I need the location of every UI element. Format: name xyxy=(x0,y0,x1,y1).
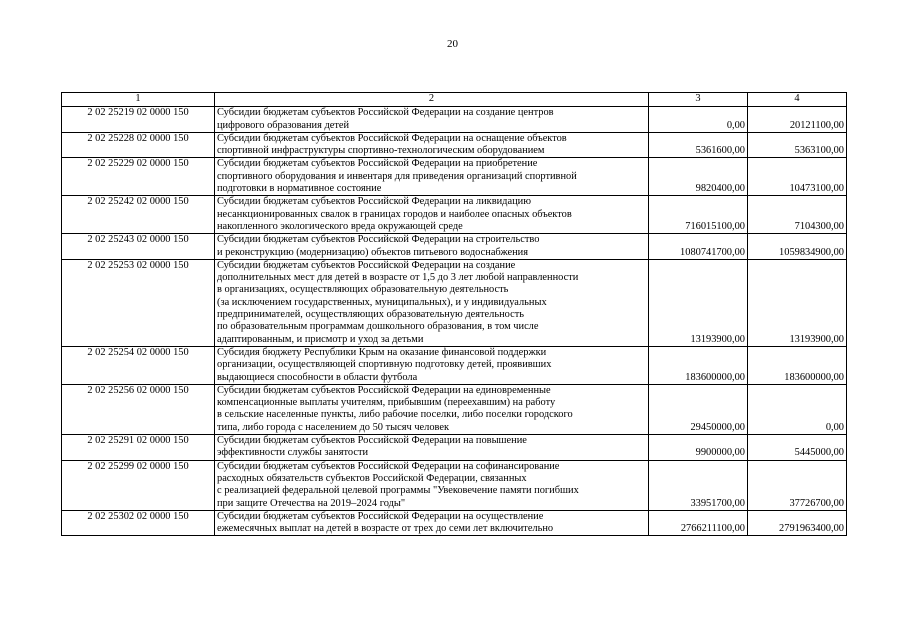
table-row xyxy=(62,435,847,461)
amount-col3-cell: 33951700,00 xyxy=(649,460,748,510)
revenue-name-line: подготовки в нормативное состояние xyxy=(217,183,382,195)
amount-col4-cell: 10473100,00 xyxy=(748,158,847,196)
revenue-code-cell: 2 02 25253 02 0000 150 xyxy=(62,259,215,346)
table-row xyxy=(62,384,847,434)
revenue-name-line: несанкционированных свалок в границах городов и наиболее опасных объектов xyxy=(217,208,572,220)
revenue-name-line: Субсидия бюджету Республики Крым на оказание финансовой поддержки xyxy=(217,346,547,358)
amount-col3-cell: 1080741700,00 xyxy=(649,234,748,260)
revenue-name-cell xyxy=(215,196,649,234)
revenue-name-cell xyxy=(215,435,649,461)
revenue-name-cell xyxy=(215,234,649,260)
table-row xyxy=(62,196,847,234)
revenue-name-line: Субсидии бюджетам субъектов Российской Федерации на осуществление xyxy=(217,510,544,522)
revenue-name-line: при защите Отечества на 2019–2024 годы" xyxy=(217,497,406,509)
revenue-name-line: организации, осуществляющей спортивную подготовку детей, проявивших xyxy=(217,359,552,371)
budget-revenue-table xyxy=(61,92,847,536)
table-row xyxy=(62,234,847,260)
revenue-name-line: расходных обязательств субъектов Российской Федерации, связанных xyxy=(217,472,527,484)
amount-col4-cell: 5363100,00 xyxy=(748,132,847,158)
amount-col4-cell: 183600000,00 xyxy=(748,346,847,384)
revenue-name-cell xyxy=(215,384,649,434)
revenue-name-line: по образовательным программам дошкольного образования, в том числе xyxy=(217,321,539,333)
amount-col4-cell: 1059834900,00 xyxy=(748,234,847,260)
revenue-name-line: Субсидии бюджетам субъектов Российской Федерации на создание центров xyxy=(217,107,554,119)
table-body xyxy=(62,93,847,536)
amount-col4-cell: 2791963400,00 xyxy=(748,510,847,536)
revenue-code-cell: 2 02 25243 02 0000 150 xyxy=(62,234,215,260)
revenue-code-cell: 2 02 25219 02 0000 150 xyxy=(62,107,215,133)
amount-col4-cell: 0,00 xyxy=(748,384,847,434)
revenue-name-line: в организациях, осуществляющих образовательную деятельность xyxy=(217,284,509,296)
amount-col3-cell: 2766211100,00 xyxy=(649,510,748,536)
revenue-name-line: Субсидии бюджетам субъектов Российской Федерации на софинансирование xyxy=(217,460,560,472)
revenue-name-cell xyxy=(215,510,649,536)
revenue-name-line: в сельские населенные пункты, либо рабочие поселки, либо поселки городского xyxy=(217,409,573,421)
amount-col3-cell: 183600000,00 xyxy=(649,346,748,384)
revenue-name-cell xyxy=(215,107,649,133)
table-row xyxy=(62,132,847,158)
table-row xyxy=(62,158,847,196)
page-number: 20 xyxy=(447,38,458,50)
column-header-1: 1 xyxy=(62,93,215,107)
revenue-name-line: Субсидии бюджетам субъектов Российской Федерации на оснащение объектов xyxy=(217,132,567,144)
revenue-name-line: предпринимателей, осуществляющих образовательную деятельность xyxy=(217,309,525,321)
revenue-code-cell: 2 02 25242 02 0000 150 xyxy=(62,196,215,234)
revenue-name-line: адаптированным, и присмотр и уход за детьми xyxy=(217,333,424,345)
table-row xyxy=(62,510,847,536)
amount-col4-cell: 5445000,00 xyxy=(748,435,847,461)
revenue-name-line: спортивного оборудования и инвентаря для приведения организаций спортивной xyxy=(217,170,577,182)
revenue-name-line: эффективности службы занятости xyxy=(217,447,369,459)
revenue-name-cell xyxy=(215,346,649,384)
table-row xyxy=(62,460,847,510)
amount-col3-cell: 0,00 xyxy=(649,107,748,133)
amount-col4-cell: 20121100,00 xyxy=(748,107,847,133)
revenue-name-cell xyxy=(215,132,649,158)
revenue-code-cell: 2 02 25254 02 0000 150 xyxy=(62,346,215,384)
revenue-name-line: Субсидии бюджетам субъектов Российской Федерации на ликвидацию xyxy=(217,196,531,208)
revenue-name-line: цифрового образования детей xyxy=(217,119,350,131)
revenue-code-cell: 2 02 25229 02 0000 150 xyxy=(62,158,215,196)
revenue-name-cell xyxy=(215,460,649,510)
revenue-name-line: спортивной инфраструктуры спортивно-технологическим оборудованием xyxy=(217,145,545,157)
revenue-name-line: ежемесячных выплат на детей в возрасте от трех до семи лет включительно xyxy=(217,523,554,535)
amount-col3-cell: 9900000,00 xyxy=(649,435,748,461)
amount-col3-cell: 9820400,00 xyxy=(649,158,748,196)
revenue-name-line: компенсационные выплаты учителям, прибывшим (переехавшим) на работу xyxy=(217,397,556,409)
amount-col4-cell: 7104300,00 xyxy=(748,196,847,234)
revenue-name-line: Субсидии бюджетам субъектов Российской Федерации на приобретение xyxy=(217,158,538,170)
revenue-code-cell: 2 02 25256 02 0000 150 xyxy=(62,384,215,434)
table-row xyxy=(62,259,847,346)
column-header-4: 4 xyxy=(748,93,847,107)
revenue-code-cell: 2 02 25291 02 0000 150 xyxy=(62,435,215,461)
table-row xyxy=(62,346,847,384)
revenue-name-line: (за исключением государственных, муниципальных), и у индивидуальных xyxy=(217,296,547,308)
revenue-code-cell: 2 02 25299 02 0000 150 xyxy=(62,460,215,510)
revenue-code-cell: 2 02 25302 02 0000 150 xyxy=(62,510,215,536)
amount-col4-cell: 13193900,00 xyxy=(748,259,847,346)
amount-col3-cell: 29450000,00 xyxy=(649,384,748,434)
amount-col3-cell: 5361600,00 xyxy=(649,132,748,158)
revenue-name-line: Субсидии бюджетам субъектов Российской Федерации на создание xyxy=(217,259,516,271)
revenue-name-line: с реализацией федеральной целевой программы "Увековечение памяти погибших xyxy=(217,485,579,497)
table-header-row xyxy=(62,93,847,107)
revenue-name-line: Субсидии бюджетам субъектов Российской Федерации на строительство xyxy=(217,234,540,246)
revenue-name-cell xyxy=(215,259,649,346)
revenue-name-line: типа, либо города с населением до 50 тысяч человек xyxy=(217,421,450,433)
revenue-name-line: накопленного экологического вреда окружающей среде xyxy=(217,220,463,232)
revenue-name-line: выдающиеся способности в области футбола xyxy=(217,371,418,383)
revenue-name-line: дополнительных мест для детей в возрасте от 1,5 до 3 лет любой направленности xyxy=(217,272,579,284)
amount-col3-cell: 13193900,00 xyxy=(649,259,748,346)
revenue-name-cell xyxy=(215,158,649,196)
revenue-name-line: и реконструкцию (модернизацию) объектов питьевого водоснабжения xyxy=(217,246,529,258)
amount-col3-cell: 716015100,00 xyxy=(649,196,748,234)
table-row xyxy=(62,107,847,133)
amount-col4-cell: 37726700,00 xyxy=(748,460,847,510)
revenue-name-line: Субсидии бюджетам субъектов Российской Федерации на единовременные xyxy=(217,384,551,396)
revenue-name-line: Субсидии бюджетам субъектов Российской Федерации на повышение xyxy=(217,435,527,447)
revenue-code-cell: 2 02 25228 02 0000 150 xyxy=(62,132,215,158)
column-header-3: 3 xyxy=(649,93,748,107)
column-header-2: 2 xyxy=(215,93,649,107)
